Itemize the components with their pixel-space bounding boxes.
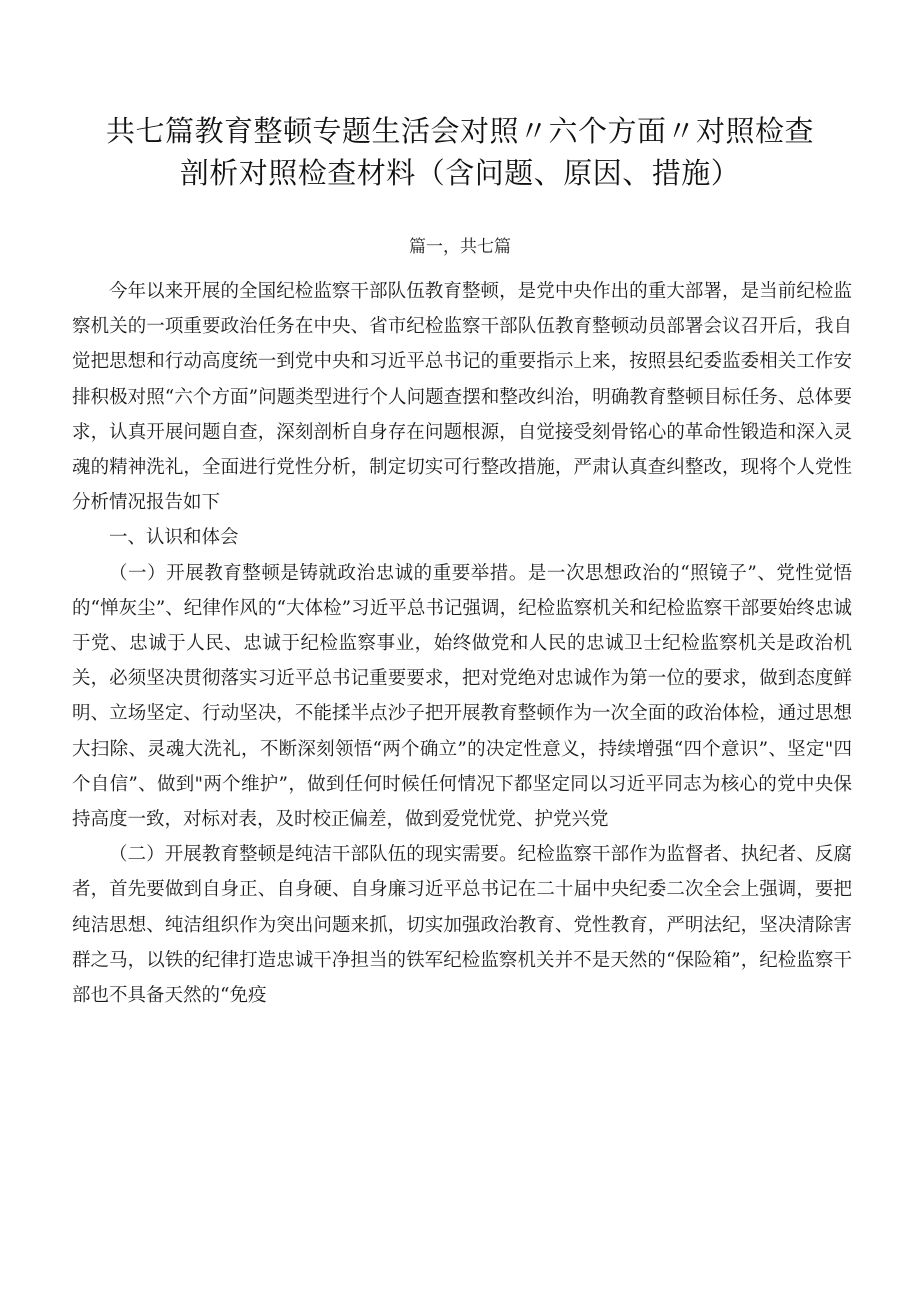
intro-paragraph: 今年以来开展的全国纪检监察干部队伍教育整顿，是党中央作出的重大部署，是当前纪检监察机关的一项重要政治任务在中央、省市纪检监察干部队伍教育整顿动员部署会议召开后，我自觉把思想和行动高度统一到党中央和习近平总书记的重要指示上来，按照县纪委监委相关工作安排积极对照“六个方面”问题类型进行个人问题查摆和整改纠治，明确教育整顿目标任务、总体要求，认真开展问题自查，深刻剖析自身存在问题根源，自觉接受刻骨铭心的革命性锻造和深入灵魂的精神洗礼，全面进行党性分析，制定切实可行整改措施，严肃认真查纠整改，现将个人党性分析情况报告如下 [72, 281, 852, 514]
document-subtitle: 篇一，共七篇 [409, 237, 511, 257]
paragraph-1: （一）开展教育整顿是铸就政治忠诚的重要举措。是一次思想政治的“照镜子”、党性觉悟的“惮灰尘”、纪律作风的“大体检”习近平总书记强调，纪检监察机关和纪检监察干部要始终忠诚于党、忠诚于人民、忠诚于纪检监察事业，始终做党和人民的忠诚卫士纪检监察机关是政治机关，必须坚决贯彻落实习近平总书记重要要求，把对党绝对忠诚作为第一位的要求，做到态度鲜明、立场坚定、行动坚决，不能揉半点沙子把开展教育整顿作为一次全面的政治体检，通过思想大扫除、灵魂大洗礼，不断深刻领悟“两个确立”的决定性意义，持续增强“四个意识”、坚定"四个自信”、做到"两个维护”，做到任何时候任何情况下都坚定同以习近平同志为核心的党中央保持高度一致，对标对表，及时校正偏差，做到爱党忧党、护党兴党 [72, 562, 852, 831]
paragraph-2: （二）开展教育整顿是纯洁干部队伍的现实需要。纪检监察干部作为监督者、执纪者、反腐者，首先要做到自身正、自身硬、自身廉习近平总书记在二十届中央纪委二次全会上强调，要把纯洁思想、纯洁组织作为突出问题来抓，切实加强政治教育、党性教育，严明法纪，坚决清除害群之马，以铁的纪律打造忠诚干净担当的铁军纪检监察机关并不是天然的“保险箱”，纪检监察干部也不具备天然的“免疫 [72, 844, 852, 1007]
title-line-1: 共七篇教育整顿专题生活会对照〃六个方面〃对照检查 [105, 114, 814, 148]
title-line-2: 剖析对照检查材料（含问题、原因、措施） [179, 156, 741, 190]
document-title [70, 110, 850, 194]
section-heading: 一、认识和体会 [109, 527, 239, 549]
document-body [72, 274, 852, 1013]
